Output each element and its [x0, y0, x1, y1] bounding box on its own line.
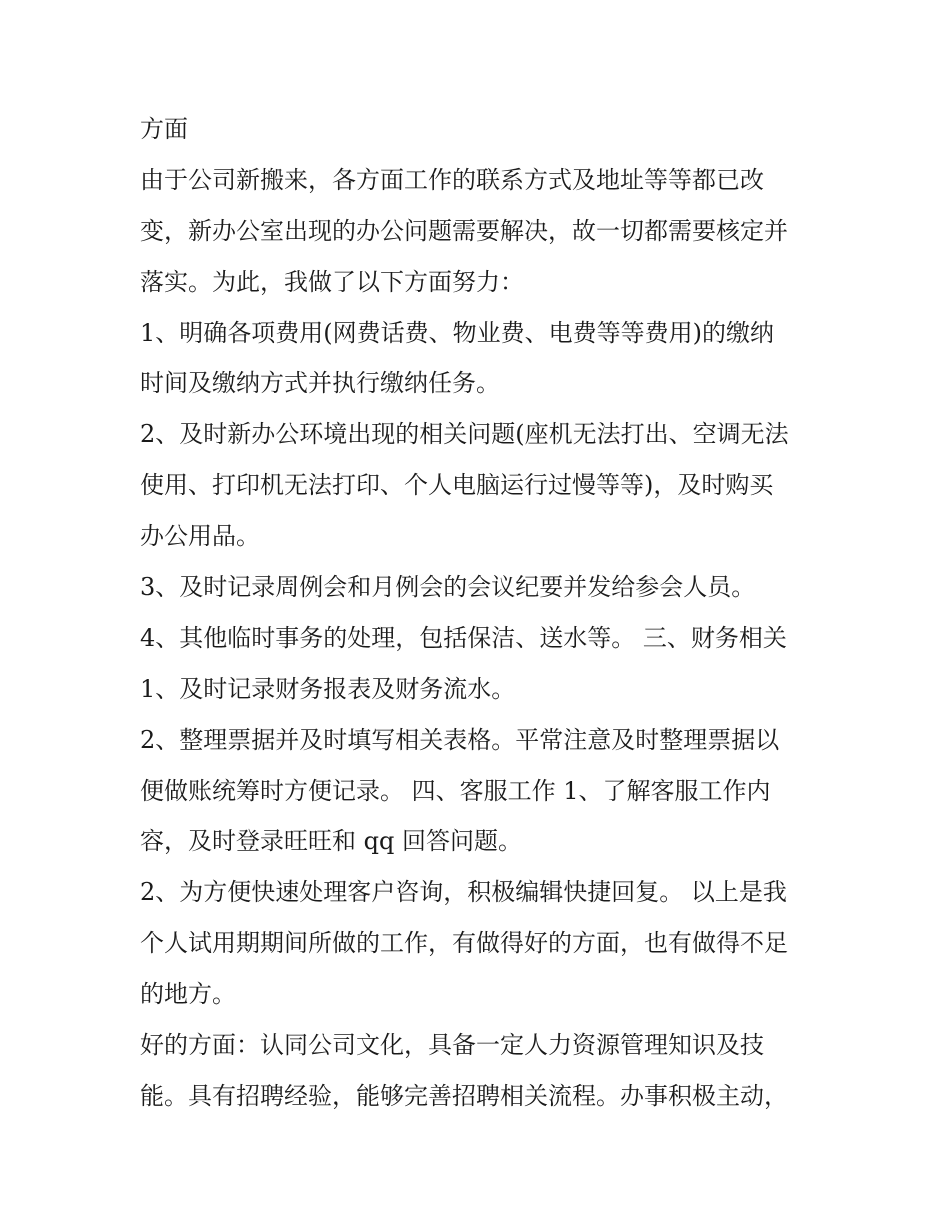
text-line: 的地方。 — [140, 980, 236, 1009]
text-line: 由于公司新搬来，各方面工作的联系方式及地址等等都已改 — [140, 165, 764, 194]
document-body — [140, 104, 820, 1122]
text-line: 方面 — [140, 115, 188, 143]
text-line: 2、整理票据并及时填写相关表格。平常注意及时整理票据以 — [140, 725, 780, 754]
text-line: 能。具有招聘经验，能够完善招聘相关流程。办事积极主动， — [140, 1081, 788, 1110]
text-line: 3、及时记录周例会和月例会的会议纪要并发给参会人员。 — [140, 573, 756, 602]
text-line: 1、及时记录财务报表及财务流水。 — [140, 674, 516, 703]
text-line: 4、其他临时事务的处理，包括保洁、送水等。 三、财务相关 — [140, 623, 787, 652]
text-line: 2、及时新办公环境出现的相关问题(座机无法打出、空调无法 — [140, 420, 789, 449]
text-line: 落实。为此，我做了以下方面努力： — [140, 267, 524, 296]
text-line: 个人试用期期间所做的工作，有做得好的方面，也有做得不足 — [140, 929, 788, 958]
text-line: 时间及缴纳方式并执行缴纳任务。 — [140, 369, 500, 398]
text-line: 好的方面：认同公司文化，具备一定人力资源管理知识及技 — [140, 1031, 764, 1060]
text-line: 变，新办公室出现的办公问题需要解决，故一切都需要核定并 — [140, 216, 788, 245]
text-line: 便做账统筹时方便记录。 四、客服工作 1、了解客服工作内 — [140, 776, 771, 805]
text-line: 使用、打印机无法打印、个人电脑运行过慢等等)，及时购买 — [140, 471, 774, 500]
text-line: 2、为方便快速处理客户咨询，积极编辑快捷回复。 以上是我 — [140, 878, 787, 907]
text-line: 办公用品。 — [140, 522, 260, 551]
text-line: 1、明确各项费用(网费话费、物业费、电费等等费用)的缴纳 — [140, 318, 774, 347]
text-line: 容，及时登录旺旺和 qq 回答问题。 — [140, 827, 522, 856]
